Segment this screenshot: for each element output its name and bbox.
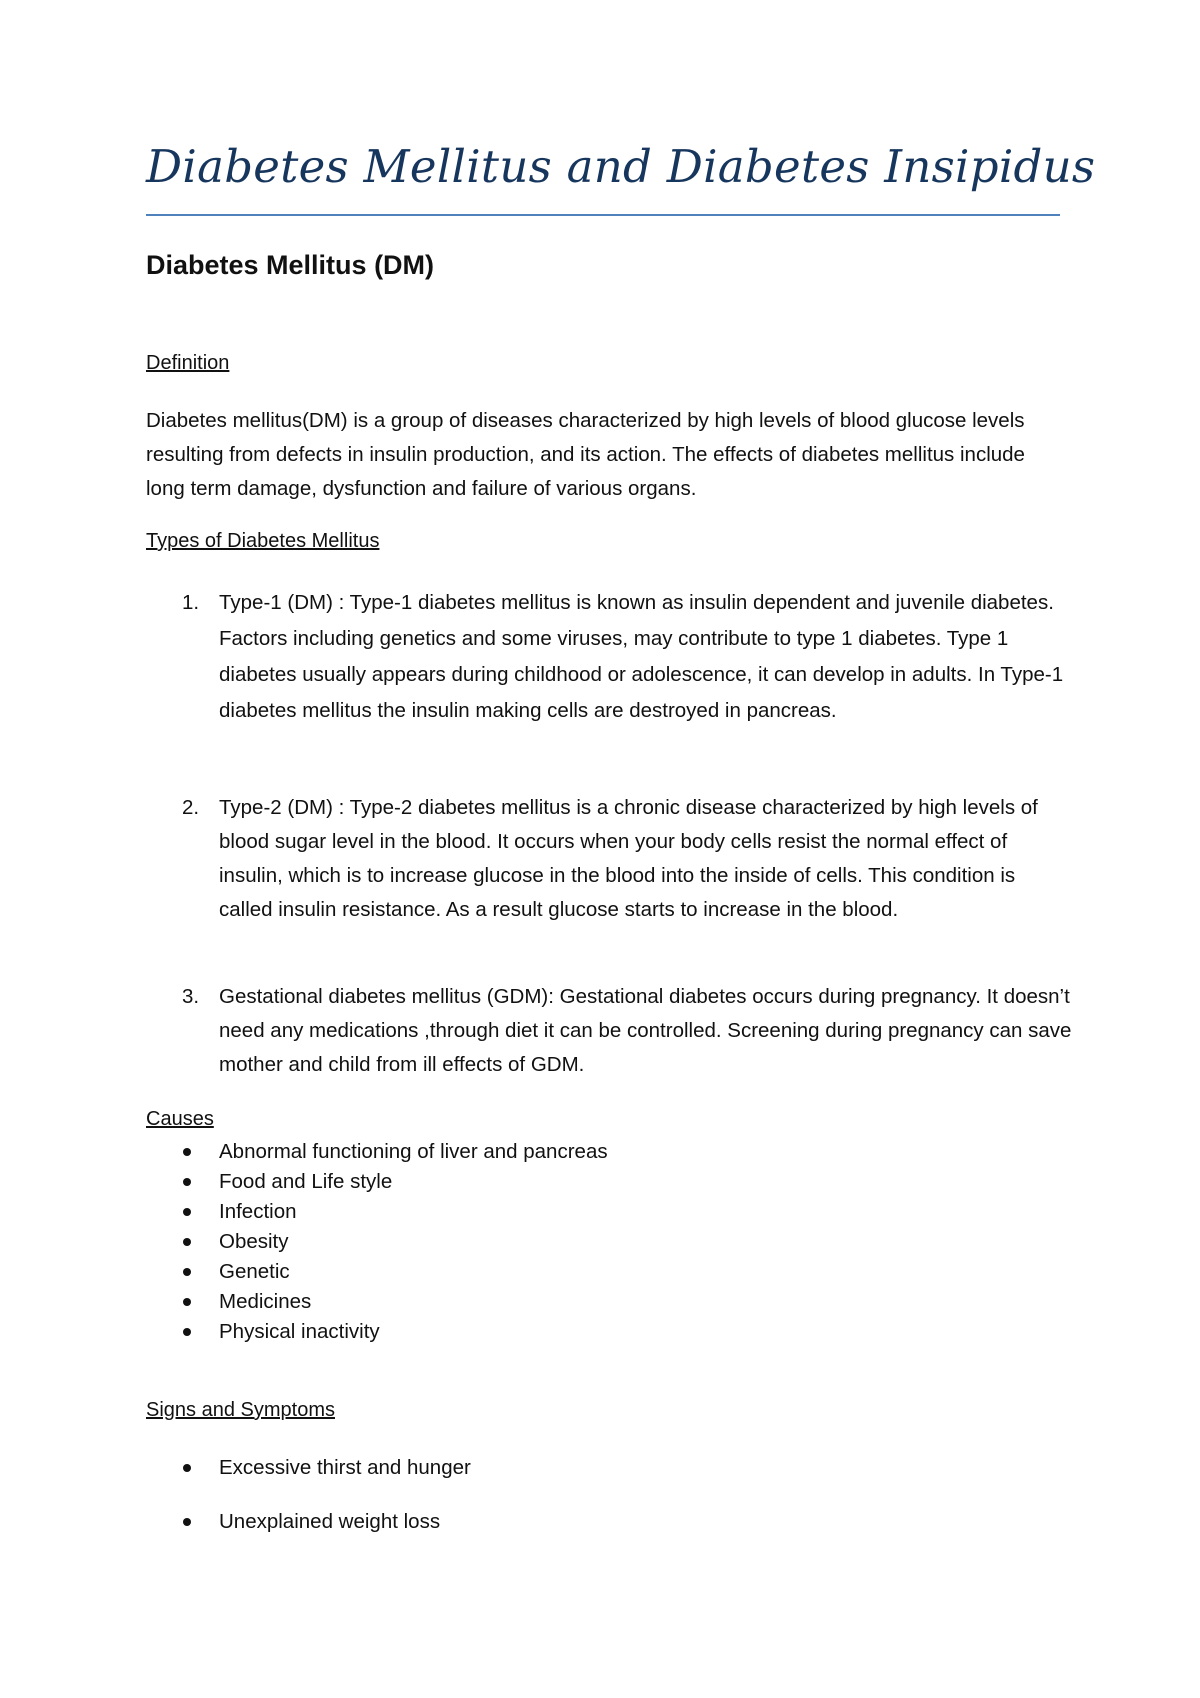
- bullet-icon: [183, 1328, 191, 1336]
- bullet-icon: [183, 1178, 191, 1186]
- list-item-text: Gestational diabetes mellitus (GDM): Gestational diabetes occurs during pregnancy. It doesn’t need any medications ,through diet it can be controlled. Screening during pregnancy can save mother and child from ill effects of GDM.: [219, 985, 1072, 1076]
- bullet-icon: [183, 1298, 191, 1306]
- symptoms-list-item: Unexplained weight loss: [146, 1507, 946, 1537]
- list-item-text: Type-2 (DM) : Type-2 diabetes mellitus is a chronic disease characterized by high levels of blood sugar level in the blood. It occurs when your body cells resist the normal effect of insulin, which is to increase glucose in the blood into the inside of cells. This condition is called insulin resistance. As a result glucose starts to increase in the blood.: [219, 796, 1038, 921]
- bullet-icon: [183, 1268, 191, 1276]
- title-underline-rule: [146, 214, 1060, 216]
- list-item-text: Type-1 (DM) : Type-1 diabetes mellitus is known as insulin dependent and juvenile diabetes. Factors including genetics and some viruses, may contribute to type 1 diabetes. Type 1 diabetes usually appears during childhood or adolescence, it can develop in adults. In Type-1 diabetes mellitus the insulin making cells are destroyed in pancreas.: [219, 591, 1064, 722]
- definition-paragraph: Diabetes mellitus(DM) is a group of diseases characterized by high levels of blood glucose levels resulting from defects in insulin production, and its action. The effects of diabetes mellitus include long term damage, dysfunction and failure of various organs.: [146, 409, 1025, 500]
- section-heading: Diabetes Mellitus (DM): [146, 250, 435, 280]
- bullet-icon: [183, 1208, 191, 1216]
- types-heading: Types of Diabetes Mellitus: [146, 530, 380, 552]
- bullet-icon: [183, 1148, 191, 1156]
- document-page: Diabetes Mellitus and Diabetes Insipidus Diabetes Mellitus (DM) Definition Diabetes mellitus(DM) is a group of diseases characterized by high levels of blood glucose levels resulting from defects in insulin production, and its action. The effects of diabetes mellitus include long term damage, dysfunction and failure of various organs. Types of Diabetes Mellitus 1. Type-1 (DM) : Type-1 diabetes mellitus is known as insulin dependent and juvenile diabetes. Factors including genetics and some viruses, may contribute to type 1 diabetes. Type 1 diabetes usually appears during childhood or adolescence, it can develop in adults. In Type-1 diabetes mellitus the insulin making cells are destroyed in pancreas. 2. Type-2 (DM) : Type-2 diabetes mellitus is a chronic disease characterized by high levels of blood sugar level in the blood. It occurs when your body cells resist the normal effect of insulin, which is to increase glucose in the blood into the inside of cells. This condition is called insulin resistance. As a result glucose starts to increase in the blood. 3. Gestational diabetes mellitus (GDM): Gestational diabetes occurs during pregnancy. It doesn’t need any medications ,through diet it can be controlled. Screening during pregnancy can save mother and child from ill effects of GDM. Causes Abnormal functioning of liver and pancreas Food and Life style Infection Obesity Genetic Medicines Physical inactivity Signs and Symptoms Excessive thirst and hunger Unexplained weight loss: [0, 0, 1200, 1698]
- symptoms-list-item: Excessive thirst and hunger: [146, 1453, 946, 1483]
- definition-heading: Definition: [146, 352, 230, 374]
- list-number: 3.: [182, 985, 200, 1008]
- list-number: 2.: [182, 796, 200, 819]
- list-number: 1.: [182, 591, 200, 614]
- causes-heading: Causes: [146, 1108, 214, 1130]
- document-title: Diabetes Mellitus and Diabetes Insipidus: [146, 140, 1096, 193]
- bullet-icon: [183, 1464, 191, 1472]
- symptoms-heading: Signs and Symptoms: [146, 1399, 335, 1421]
- bullet-icon: [183, 1238, 191, 1246]
- bullet-icon: [183, 1518, 191, 1526]
